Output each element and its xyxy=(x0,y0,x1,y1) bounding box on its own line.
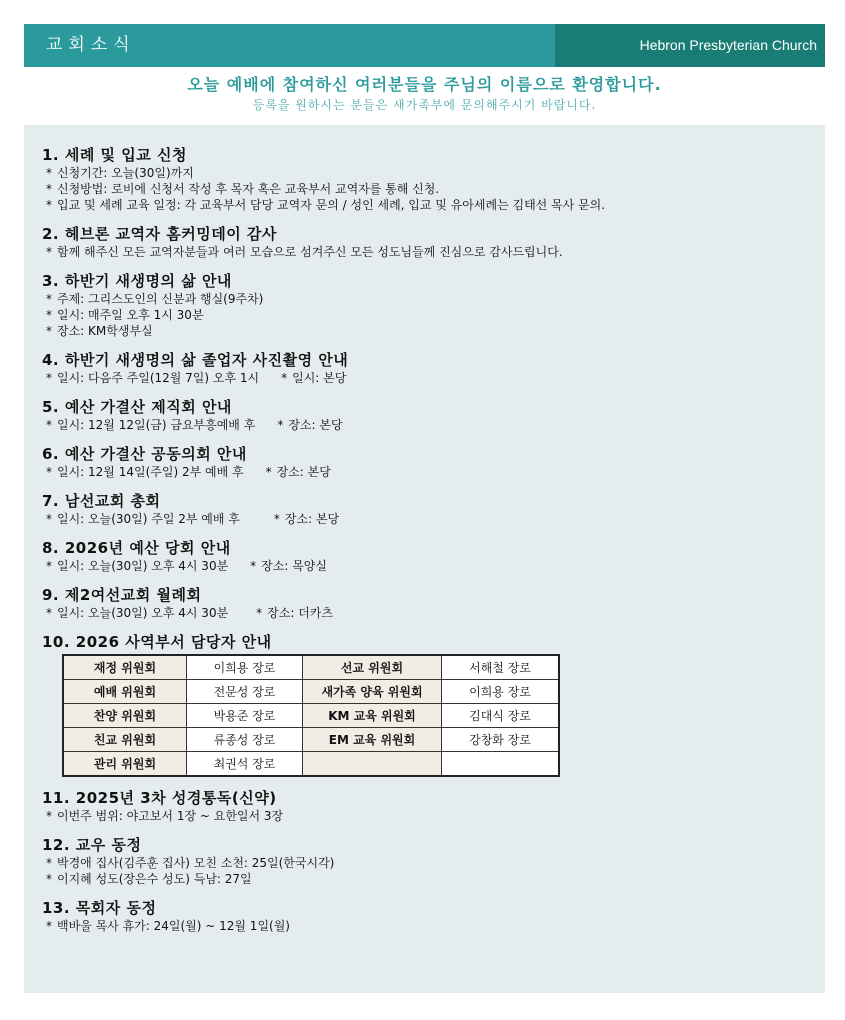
announcement-title: 1. 세례 및 입교 신청 xyxy=(42,146,187,164)
announcement-3: 3. 하반기 새생명의 삶 안내 * 주제: 그리스도인의 신분과 행실(9주차) * 일시: 매주일 오후 1시 30분 * 장소: KM학생부실 xyxy=(42,271,812,339)
announcement-place: 장소: 본당 xyxy=(288,418,343,432)
announcement-13: 13. 목회자 동정 * 백바울 목사 휴가: 24일(월) ~ 12월 1일(월) xyxy=(42,898,812,934)
announcement-time: 일시: 다음주 주일(12월 7일) 오후 1시 xyxy=(57,371,260,385)
table-row: 친교 위원회 류종성 장로 EM 교육 위원회 강창화 장로 xyxy=(63,728,559,752)
announcement-place: 장소: 더카츠 xyxy=(267,606,333,620)
announcement-10 xyxy=(42,632,812,777)
table-row: 찬양 위원회 박용준 장로 KM 교육 위원회 김대식 장로 xyxy=(63,704,559,728)
welcome-message xyxy=(24,74,825,114)
announcement-time: 일시: 오늘(30일) 오후 4시 30분 xyxy=(57,559,229,573)
announcement-line: 장소: KM학생부실 xyxy=(57,324,153,338)
announcement-title: 4. 하반기 새생명의 삶 졸업자 사진촬영 안내 xyxy=(42,351,349,369)
table-row: 재정 위원회 이희용 장로 선교 위원회 서해철 장로 xyxy=(63,655,559,680)
announcement-time: 일시: 오늘(30일) 주일 2부 예배 후 xyxy=(57,512,240,526)
church-name: Hebron Presbyterian Church xyxy=(555,24,825,67)
announcement-title: 10. 2026 사역부서 담당자 안내 xyxy=(42,633,272,651)
announcement-line: 일시: 매주일 오후 1시 30분 xyxy=(57,308,204,322)
announcement-11: 11. 2025년 3차 성경통독(신약) * 이번주 범위: 야고보서 1장 ~ 요한일서 3장 xyxy=(42,788,812,824)
announcements-panel xyxy=(24,125,825,993)
announcement-line: 주제: 그리스도인의 신분과 행실(9주차) xyxy=(57,292,264,306)
announcement-line: 이지혜 성도(장은수 성도) 득남: 27일 xyxy=(57,872,252,886)
announcement-title: 8. 2026년 예산 당회 안내 xyxy=(42,539,231,557)
announcement-title: 13. 목회자 동정 xyxy=(42,899,157,917)
announcement-1: 1. 세례 및 입교 신청 * 신청기간: 오늘(30일)까지 * 신청방법: 로비에 신청서 작성 후 목자 혹은 교육부서 교역자를 통해 신청. * 입교 및 세례 교육 일정: 각 교육부서 담당 교역자 문의 / 성인 세례, 입교 및 유아세례는 김태선 목사 문의. xyxy=(42,145,812,213)
announcement-line: 이번주 범위: 야고보서 1장 ~ 요한일서 3장 xyxy=(57,809,284,823)
announcement-5: 5. 예산 가결산 제직회 안내 * 일시: 12월 12일(금) 금요부흥예배 후 * 장소: 본당 xyxy=(42,397,812,433)
announcement-line: 신청기간: 오늘(30일)까지 xyxy=(57,166,194,180)
announcement-line: 박경애 집사(김주훈 집사) 모친 소천: 25일(한국시각) xyxy=(57,856,335,870)
table-row: 관리 위원회 최권석 장로 xyxy=(63,752,559,777)
announcement-9: 9. 제2여선교회 월례회 * 일시: 오늘(30일) 오후 4시 30분 * 장소: 더카츠 xyxy=(42,585,812,621)
announcement-2: 2. 헤브론 교역자 홈커밍데이 감사 * 함께 해주신 모든 교역자분들과 여러 모습으로 섬겨주신 모든 성도님들께 진심으로 감사드립니다. xyxy=(42,224,812,260)
announcement-title: 9. 제2여선교회 월례회 xyxy=(42,586,202,604)
announcement-place: 장소: 목양실 xyxy=(261,559,327,573)
announcement-7: 7. 남선교회 총회 * 일시: 오늘(30일) 주일 2부 예배 후 * 장소: 본당 xyxy=(42,491,812,527)
welcome-line-1: 오늘 예배에 참여하신 여러분들을 주님의 이름으로 환영합니다. xyxy=(187,75,662,94)
announcement-place: 장소: 본당 xyxy=(276,465,331,479)
announcement-4: 4. 하반기 새생명의 삶 졸업자 사진촬영 안내 * 일시: 다음주 주일(12월 7일) 오후 1시 * 일시: 본당 xyxy=(42,350,812,386)
announcement-line: 신청방법: 로비에 신청서 작성 후 목자 혹은 교육부서 교역자를 통해 신청. xyxy=(57,182,440,196)
announcement-line: 백바울 목사 휴가: 24일(월) ~ 12월 1일(월) xyxy=(57,919,290,933)
section-header xyxy=(24,24,825,67)
announcement-line: 입교 및 세례 교육 일정: 각 교육부서 담당 교역자 문의 / 성인 세례, 입교 및 유아세례는 김태선 목사 문의. xyxy=(57,198,606,212)
announcement-title: 7. 남선교회 총회 xyxy=(42,492,161,510)
announcement-time: 일시: 오늘(30일) 오후 4시 30분 xyxy=(57,606,229,620)
announcement-time: 일시: 12월 12일(금) 금요부흥예배 후 xyxy=(57,418,256,432)
announcement-title: 6. 예산 가결산 공동의회 안내 xyxy=(42,445,247,463)
announcement-12: 12. 교우 동정 * 박경애 집사(김주훈 집사) 모친 소천: 25일(한국시각) * 이지혜 성도(장은수 성도) 득남: 27일 xyxy=(42,835,812,887)
announcement-8: 8. 2026년 예산 당회 안내 * 일시: 오늘(30일) 오후 4시 30분 * 장소: 목양실 xyxy=(42,538,812,574)
announcement-title: 3. 하반기 새생명의 삶 안내 xyxy=(42,272,232,290)
announcement-place: 장소: 본당 xyxy=(284,512,340,526)
welcome-line-2: 등록을 원하시는 분들은 새가족부에 문의해주시기 바랍니다. xyxy=(252,98,597,112)
announcement-time: 일시: 12월 14일(주일) 2부 예배 후 xyxy=(57,465,244,479)
announcement-title: 5. 예산 가결산 제직회 안내 xyxy=(42,398,232,416)
announcement-title: 11. 2025년 3차 성경통독(신약) xyxy=(42,789,277,807)
table-row: 예배 위원회 전문성 장로 새가족 양육 위원회 이희용 장로 xyxy=(63,680,559,704)
announcement-title: 12. 교우 동정 xyxy=(42,836,142,854)
announcement-line: 함께 해주신 모든 교역자분들과 여러 모습으로 섬겨주신 모든 성도님들께 진심으로 감사드립니다. xyxy=(57,245,563,259)
announcement-6: 6. 예산 가결산 공동의회 안내 * 일시: 12월 14일(주일) 2부 예배 후 * 장소: 본당 xyxy=(42,444,812,480)
announcement-place: 일시: 본당 xyxy=(292,371,347,385)
header-title: 교회소식 xyxy=(46,35,136,55)
roles-table xyxy=(62,654,560,777)
announcement-title: 2. 헤브론 교역자 홈커밍데이 감사 xyxy=(42,225,277,243)
